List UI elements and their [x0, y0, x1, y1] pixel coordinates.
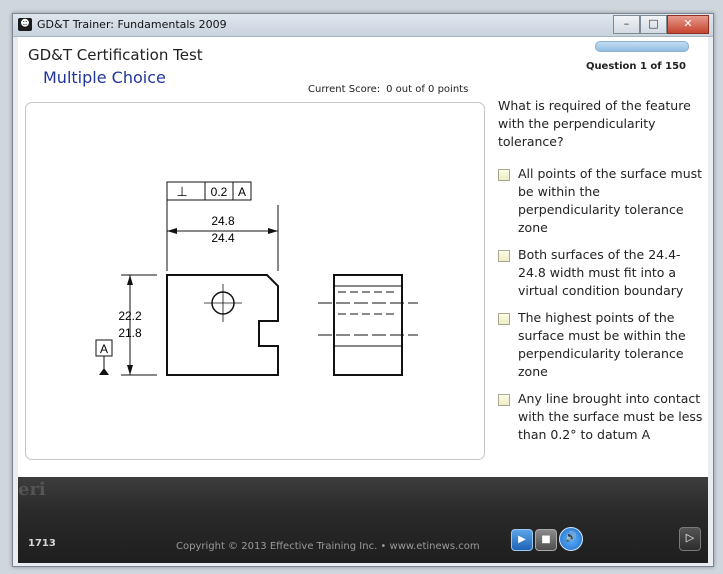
drawing-panel	[25, 102, 485, 460]
score-value: 0 out of 0 points	[386, 84, 469, 95]
title-bar[interactable]	[13, 14, 713, 37]
stop-button[interactable]	[535, 529, 557, 551]
current-score	[308, 84, 468, 95]
height-dimension	[118, 275, 157, 375]
answer-label: The highest points of the surface must be within the perpendicularity tolerance zone	[518, 310, 686, 379]
answer-option[interactable]	[498, 390, 703, 444]
answer-checkbox[interactable]	[498, 250, 510, 262]
feature-control-frame	[167, 182, 251, 200]
question-text: What is required of the feature with the perpendicularity tolerance?	[498, 98, 691, 149]
page-subtitle: Multiple Choice	[43, 68, 166, 87]
answer-option[interactable]	[498, 165, 703, 237]
footer-watermark: eri	[18, 479, 46, 500]
datum-feature-symbol	[96, 340, 112, 375]
close-button[interactable]: ✕	[667, 15, 709, 34]
minimize-button[interactable]: –	[613, 15, 640, 34]
play-button[interactable]	[511, 529, 533, 551]
footer-bar	[18, 477, 708, 563]
window-controls	[613, 15, 709, 33]
fcf-tolerance: 0.2	[210, 185, 228, 199]
width-dimension	[167, 200, 278, 271]
width-min: 24.4	[211, 231, 235, 245]
next-arrow-icon: ▷	[685, 531, 695, 544]
maximize-button[interactable]: □	[640, 15, 667, 34]
engineering-drawing	[26, 103, 484, 459]
height-min: 21.8	[118, 326, 142, 340]
answer-checkbox[interactable]	[498, 394, 510, 406]
progress-bar	[595, 41, 689, 52]
stop-icon: ■	[541, 534, 551, 545]
perpendicularity-symbol: ⊥	[176, 184, 188, 199]
copyright-text: Copyright © 2013 Effective Training Inc. • www.etinews.com	[176, 541, 480, 552]
course-code: 1713	[28, 538, 56, 549]
audio-button[interactable]	[559, 527, 583, 551]
answer-label: Any line brought into contact with the surface must be less than 0.2° to datum A	[518, 391, 703, 442]
page-title: GD&T Certification Test	[28, 46, 203, 64]
speaker-icon: 🔊	[564, 532, 578, 543]
answer-option[interactable]	[498, 246, 703, 300]
height-max: 22.2	[118, 309, 142, 323]
answer-options	[498, 165, 703, 453]
app-icon: ☻	[18, 18, 32, 31]
answer-checkbox[interactable]	[498, 169, 510, 181]
datum-label: A	[99, 342, 109, 356]
part-side-view	[318, 275, 418, 375]
play-icon: ▶	[518, 534, 526, 545]
next-button[interactable]	[679, 527, 701, 551]
main-content	[18, 37, 708, 477]
window-title: GD&T Trainer: Fundamentals 2009	[37, 18, 227, 31]
width-max: 24.8	[211, 214, 235, 228]
part-front-view	[167, 275, 278, 375]
question-counter: Question 1 of 150	[585, 61, 686, 72]
app-window	[12, 13, 714, 567]
answer-label: All points of the surface must be within the perpendicularity tolerance zone	[518, 166, 703, 235]
fcf-datum: A	[237, 185, 247, 199]
answer-label: Both surfaces of the 24.4-24.8 width must fit into a virtual condition boundary	[518, 247, 684, 298]
answer-checkbox[interactable]	[498, 313, 510, 325]
score-label: Current Score:	[308, 84, 381, 95]
answer-option[interactable]	[498, 309, 703, 381]
